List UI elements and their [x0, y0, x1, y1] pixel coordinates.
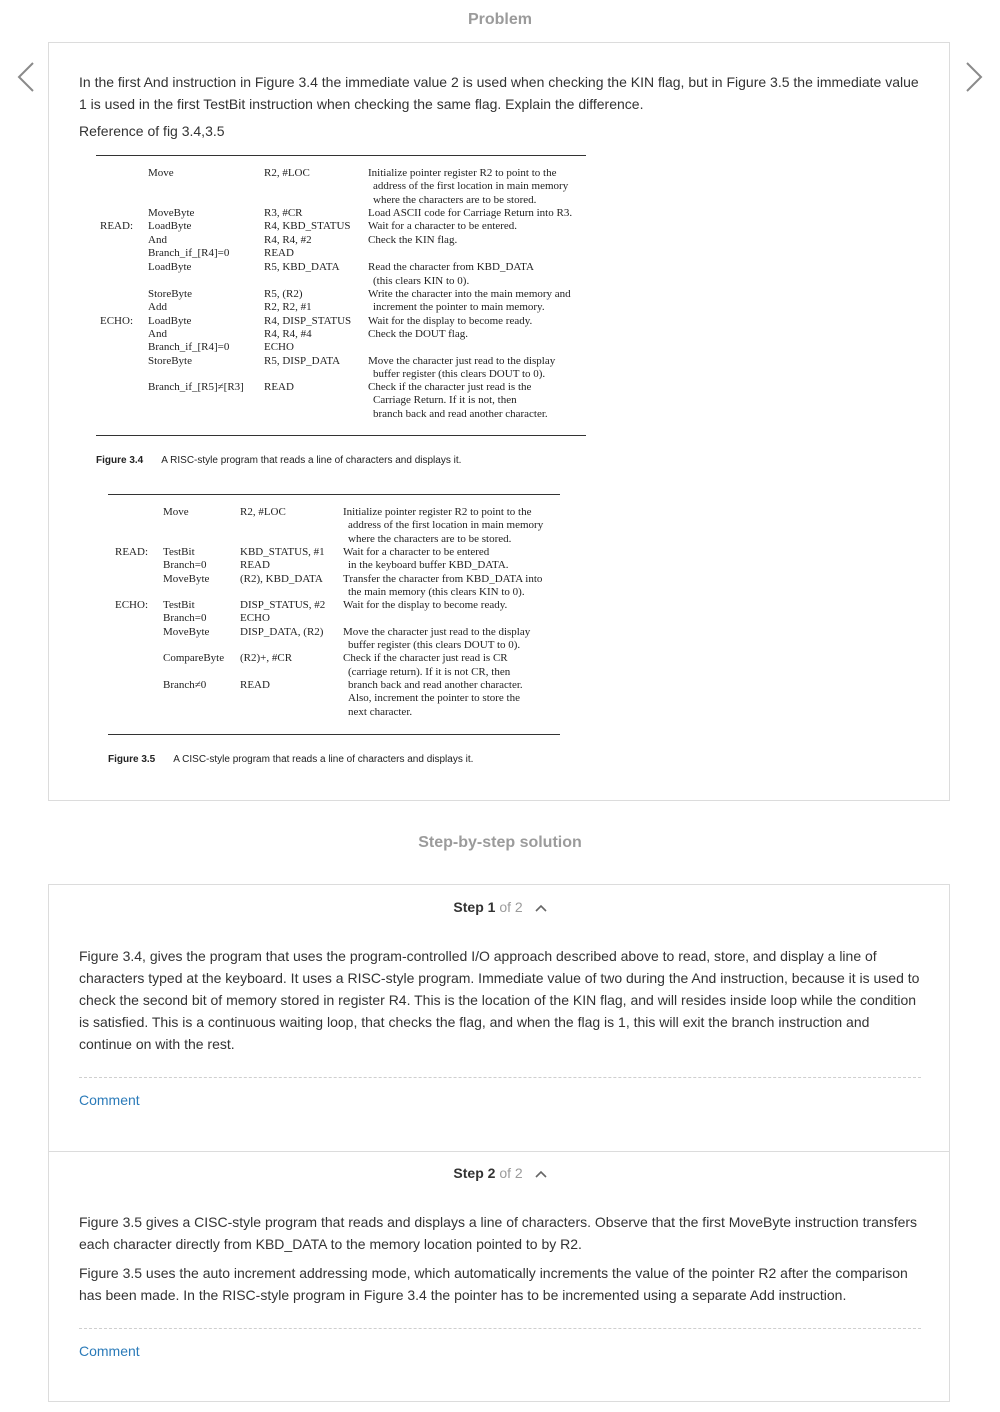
reference-text: Reference of fig 3.4,3.5	[79, 123, 225, 139]
code-opcode: StoreByte	[148, 288, 192, 301]
solution-card	[48, 884, 950, 1402]
step-divider	[49, 1151, 949, 1152]
step-2-paragraph-2: Figure 3.5 uses the auto increment addressing mode, which automatically increments the value of the pointer R2 after the comparison has been made. In the RISC-style program in Figure 3.4 the pointer has to be incremented using a separate Add instruction.	[79, 1265, 908, 1303]
code-comment: Also, increment the pointer to store the	[348, 692, 520, 705]
code-opcode: And	[148, 233, 167, 246]
code-comment: Load ASCII code for Carriage Return into R3.	[368, 206, 573, 219]
code-comment: Read the character from KBD_DATA	[368, 261, 534, 274]
code-comment: Move the character just read to the display	[368, 354, 556, 367]
figure-top-rule	[96, 155, 586, 156]
code-opcode: Branch=0	[163, 559, 207, 572]
code-comment: Wait for a character to be entered.	[368, 220, 518, 233]
code-opcode: LoadByte	[148, 220, 192, 233]
figure-3-4	[96, 155, 586, 455]
chevron-up-icon[interactable]	[535, 1170, 547, 1178]
code-comment: buffer register (this clears DOUT to 0).	[373, 367, 546, 380]
code-opcode: Move	[163, 506, 189, 518]
problem-heading: Problem	[467, 11, 532, 28]
code-comment: Check the DOUT flag.	[368, 327, 468, 340]
step-2-comment-link[interactable]: Comment	[79, 1343, 140, 1359]
code-opcode: MoveByte	[163, 572, 210, 585]
code-opcode: CompareByte	[163, 652, 225, 665]
code-opcode: MoveByte	[148, 206, 195, 219]
code-comment: branch back and read another character.	[373, 407, 548, 420]
code-comment: where the characters are to be stored.	[373, 193, 537, 206]
code-opcode: Branch_if_[R4]=0	[148, 246, 230, 259]
code-operand: R5, DISP_DATA	[264, 354, 341, 367]
figure-bottom-rule	[108, 734, 560, 735]
code-comment: branch back and read another character.	[348, 678, 523, 691]
code-comment: increment the pointer to main memory.	[373, 301, 545, 314]
code-operand: R5, KBD_DATA	[264, 261, 340, 274]
problem-card	[48, 42, 950, 801]
step-1-divider	[79, 1077, 921, 1078]
code-comment: Check the KIN flag.	[368, 233, 458, 246]
code-comment: address of the first location in main memory	[373, 180, 569, 193]
code-comment: next character.	[348, 705, 413, 718]
code-operand: R4, DISP_STATUS	[264, 314, 352, 327]
code-opcode: Branch≠0	[163, 678, 207, 691]
problem-text: In the first And instruction in Figure 3.4 the immediate value 2 is used when checking the KIN flag, but in Figure 3.5 the immediate value 1 is used in the first TestBit instruction when checking the same flag. Explain the difference.	[79, 74, 919, 112]
code-opcode: LoadByte	[148, 314, 192, 327]
code-operand: R5, (R2)	[264, 288, 303, 301]
step-1-body	[79, 945, 924, 1062]
code-comment: Check if the character just read is the	[368, 381, 532, 394]
code-comment: Carriage Return. If it is not, then	[373, 394, 517, 407]
code-comment: Transfer the character from KBD_DATA into	[343, 572, 543, 585]
code-operand: R4, KBD_STATUS	[264, 220, 351, 233]
code-label-read: READ:	[115, 545, 148, 558]
step-2-body	[79, 1211, 924, 1313]
code-comment: Initialize pointer register R2 to point to the	[343, 506, 532, 518]
code-comment: Move the character just read to the display	[343, 625, 531, 638]
step-1-header[interactable]	[49, 899, 951, 915]
code-operand: ECHO	[264, 341, 294, 354]
code-operand: READ	[240, 559, 270, 572]
code-operand: R2, #LOC	[264, 167, 310, 179]
step-2-label: Step 2	[453, 1165, 496, 1181]
code-opcode: Branch_if_[R4]=0	[148, 341, 230, 354]
code-comment: Check if the character just read is CR	[343, 652, 508, 665]
figure-3-5	[108, 494, 560, 754]
code-opcode: TestBit	[163, 545, 195, 558]
code-comment: Write the character into the main memory and	[368, 288, 571, 301]
step-1-comment-link[interactable]: Comment	[79, 1092, 140, 1108]
figure-top-rule	[108, 494, 560, 495]
code-operand: DISP_DATA, (R2)	[240, 625, 324, 638]
code-comment: where the characters are to be stored.	[348, 532, 512, 545]
code-opcode: StoreByte	[148, 354, 192, 367]
figure-3-4-caption-text: A RISC-style program that reads a line of characters and displays it.	[161, 455, 462, 466]
code-operand: R4, R4, #2	[264, 233, 312, 246]
code-comment: Wait for a character to be entered	[343, 545, 490, 558]
code-operand: DISP_STATUS, #2	[240, 599, 326, 612]
code-comment: (carriage return). If it is not CR, then	[348, 665, 511, 678]
step-1-label: Step 1	[453, 899, 496, 915]
code-opcode: And	[148, 327, 167, 340]
step-2-paragraph-1: Figure 3.5 gives a CISC-style program that reads and displays a line of characters. Observe that the first MoveByte instruction transfers each character directly from KBD_DATA to the memory location pointed to by R2.	[79, 1214, 918, 1252]
figure-3-5-caption-label: Figure 3.5	[108, 754, 156, 765]
step-2-header[interactable]	[49, 1165, 951, 1181]
code-operand: R3, #CR	[264, 206, 303, 219]
code-opcode: MoveByte	[163, 625, 210, 638]
code-comment: buffer register (this clears DOUT to 0).	[348, 639, 521, 651]
chevron-left-icon	[14, 60, 38, 94]
figure-3-4-caption	[96, 455, 461, 466]
code-comment: Wait for the display to become ready.	[343, 599, 508, 612]
code-operand: R4, R4, #4	[264, 327, 312, 340]
code-label-read: READ:	[100, 220, 133, 233]
code-label-echo: ECHO:	[115, 599, 148, 612]
step-2-divider	[79, 1328, 921, 1329]
step-1-of: of 2	[499, 899, 523, 915]
code-opcode: LoadByte	[148, 261, 192, 274]
chevron-right-icon	[962, 60, 986, 94]
code-comment: Wait for the display to become ready.	[368, 314, 533, 327]
code-operand: R2, R2, #1	[264, 301, 312, 314]
code-comment: the main memory (this clears KIN to 0).	[348, 585, 525, 598]
code-operand: (R2), KBD_DATA	[240, 572, 323, 585]
code-operand: ECHO	[240, 612, 270, 625]
figure-bottom-rule	[96, 435, 586, 436]
step-2-of: of 2	[499, 1165, 523, 1181]
code-opcode: TestBit	[163, 599, 195, 612]
figure-3-4-caption-label: Figure 3.4	[96, 455, 144, 466]
code-opcode: Move	[148, 167, 174, 179]
code-operand: (R2)+, #CR	[240, 652, 293, 665]
code-operand: READ	[264, 381, 294, 394]
code-comment: in the keyboard buffer KBD_DATA.	[348, 559, 509, 572]
code-comment: address of the first location in main memory	[348, 519, 544, 532]
code-comment: (this clears KIN to 0).	[373, 274, 470, 287]
code-operand: READ	[264, 246, 294, 259]
code-opcode: Add	[148, 301, 167, 314]
figure-3-5-caption	[108, 754, 473, 765]
code-comment: Initialize pointer register R2 to point to the	[368, 167, 557, 179]
prev-button[interactable]	[14, 60, 38, 94]
code-operand: KBD_STATUS, #1	[240, 545, 325, 558]
code-opcode: Branch=0	[163, 612, 207, 625]
step-1-paragraph: Figure 3.4, gives the program that uses the program-controlled I/O approach described above to read, store, and display a line of characters typed at the keyboard. It uses a RISC-style program. Immediate value of two during the And instruction, because it is used to check the second bit of memory stored in register R4. This is the location of the KIN flag, and will resides inside loop while the condition is satisfied. This is a continuous waiting loop, that checks the flag, and when the flag is 1, this will exit the branch instruction and continue on with the rest.	[79, 948, 920, 1052]
solution-heading: Step-by-step solution	[418, 834, 582, 851]
figure-3-5-caption-text: A CISC-style program that reads a line of characters and displays it.	[173, 754, 474, 765]
code-label-echo: ECHO:	[100, 314, 133, 327]
code-opcode: Branch_if_[R5]≠[R3]	[148, 381, 244, 394]
chevron-up-icon[interactable]	[535, 904, 547, 912]
code-operand: READ	[240, 678, 270, 691]
next-button[interactable]	[962, 60, 986, 94]
code-operand: R2, #LOC	[240, 506, 286, 518]
